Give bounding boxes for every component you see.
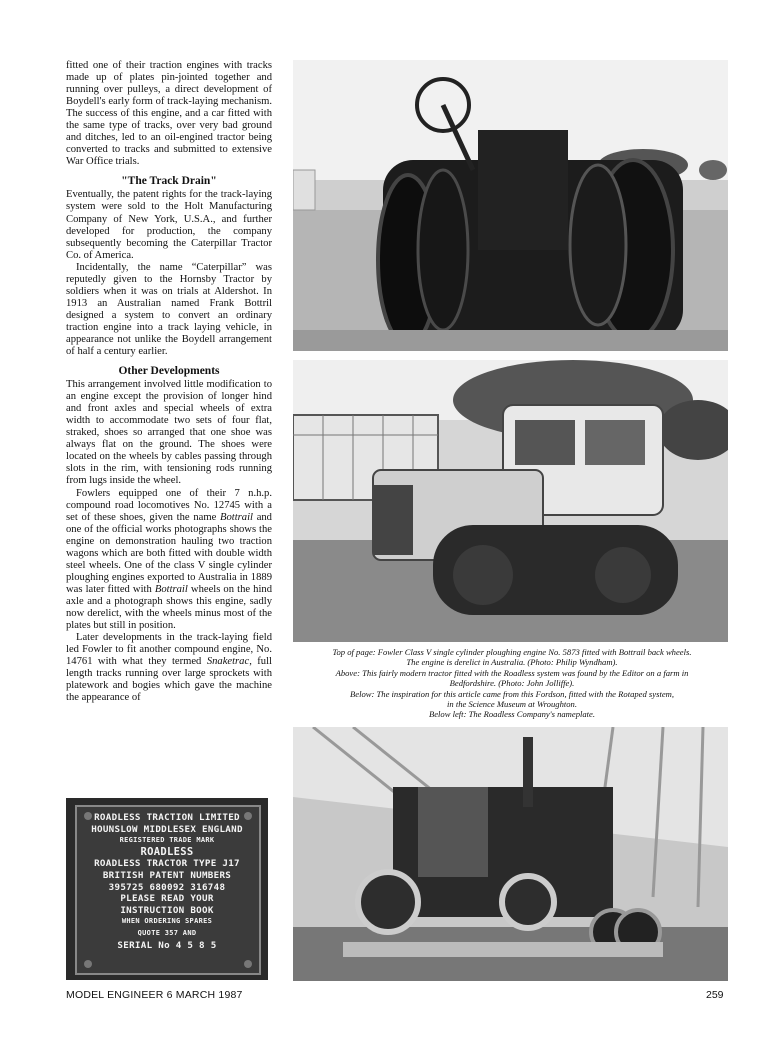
caption-line: in the Science Museum at Wroughton.	[447, 699, 577, 710]
caption-line: Below left: The Roadless Company's nameplate.	[428, 709, 596, 720]
paragraph: Incidentally, the name “Caterpillar” was reputedly given to the Hornsby Tractor by soldiers when it was on trials at Aldershot. In 1913 an Australian named Frank Bottril designed a system to convert an ordinary traction engine into a track laying vehicle, in appearance not unlike the Boydell arrangement of half a century earlier.	[66, 261, 272, 358]
paragraph: Eventually, the patent rights for the track-laying system were sold to the Holt Manufacturing Company of New York, U.S.A., and further developed for production, the company subsequently becoming the Caterpillar Tractor Co. of America.	[66, 189, 272, 261]
caption-line: Top of page: Fowler Class V single cylinder ploughing engine No. 5873 fitted with Bottrail back wheels.	[332, 647, 692, 657]
paragraph: Later developments in the track-laying field led Fowler to fit another compound engine, No. 14761 with what they termed Snaketrac, full length tracks running over large sprockets with platework and bogies which gave the machine the appearance of	[66, 632, 272, 704]
nameplate-photo	[66, 798, 268, 980]
caption-line: The engine is derelict in Australia. (Photo: Philip Wyndham).	[406, 657, 618, 668]
page-number: 259	[706, 989, 724, 1001]
caption-line: Bedfordshire. (Photo: John Jolliffe).	[449, 678, 575, 689]
photo-captions	[292, 647, 732, 720]
paragraph: fitted one of their traction engines with tracks made up of plates pin-jointed together and running over pulleys, a direct development of Boydell's early form of track-laying mechanism. The success of this engine, and a car fitted with the same type of tracks, over very bad ground and ditches, led to an oil-engined tractor being converted to tracks and submitted to extensive War Office trials.	[66, 60, 272, 168]
caption-line: Above: This fairly modern tractor fitted with the Roadless system was found by the Editor on a farm in	[335, 667, 689, 678]
subheading-track-drain: "The Track Drain"	[121, 175, 217, 188]
paragraph: Fowlers equipped one of their 7 n.h.p. compound road locomotives No. 12745 with a set of these shoes, given the name Bottrail and one of the official works photographs shows the engine on demonstration hauling two traction wagons which are both fitted with double width steel wheels. One of the class V single cylinder ploughing engines exported to Australia in 1889 was later fitted with Bottrail wheels on the hind axle and a photograph shows this engine, sadly now derelict, with the wheels minus most of the plates but still in position.	[66, 487, 272, 632]
nameplate-text: ROADLESS TRACTION LIMITED HOUNSLOW MIDDLESEX ENGLAND REGISTERED TRADE MARK ROADLESS ROADLESS TRACTOR TYPE J17 BRITISH PATENT NUMBERS 395725 680092 316748 PLEASE READ YOUR INSTRUCTION BOOK WHEN ORDERING SPARES QUOTE 357 AND SERIAL No 4 5 8 5	[91, 812, 243, 951]
fordson-photo	[293, 727, 728, 981]
caption-line: Below: The inspiration for this article came from this Fordson, fitted with the Rotaped system,	[350, 688, 674, 699]
roadless-tractor-photo	[293, 360, 728, 642]
paragraph: This arrangement involved little modification to an engine except the provision of longer hind and front axles and special wheels of extra width to accommodate two sets of four flat, straked, shoes so arranged that one shoe was always flat on the ground. The shoes were located on the wheels by cables passing through slots in the rim, with tensioning rods running from lugs inside the wheel.	[66, 379, 272, 487]
subheading-other-developments: Other Developments	[118, 365, 220, 378]
ploughing-engine-photo	[293, 60, 728, 351]
footer-publication: MODEL ENGINEER 6 MARCH 1987	[66, 989, 243, 1001]
article-column	[66, 60, 272, 704]
